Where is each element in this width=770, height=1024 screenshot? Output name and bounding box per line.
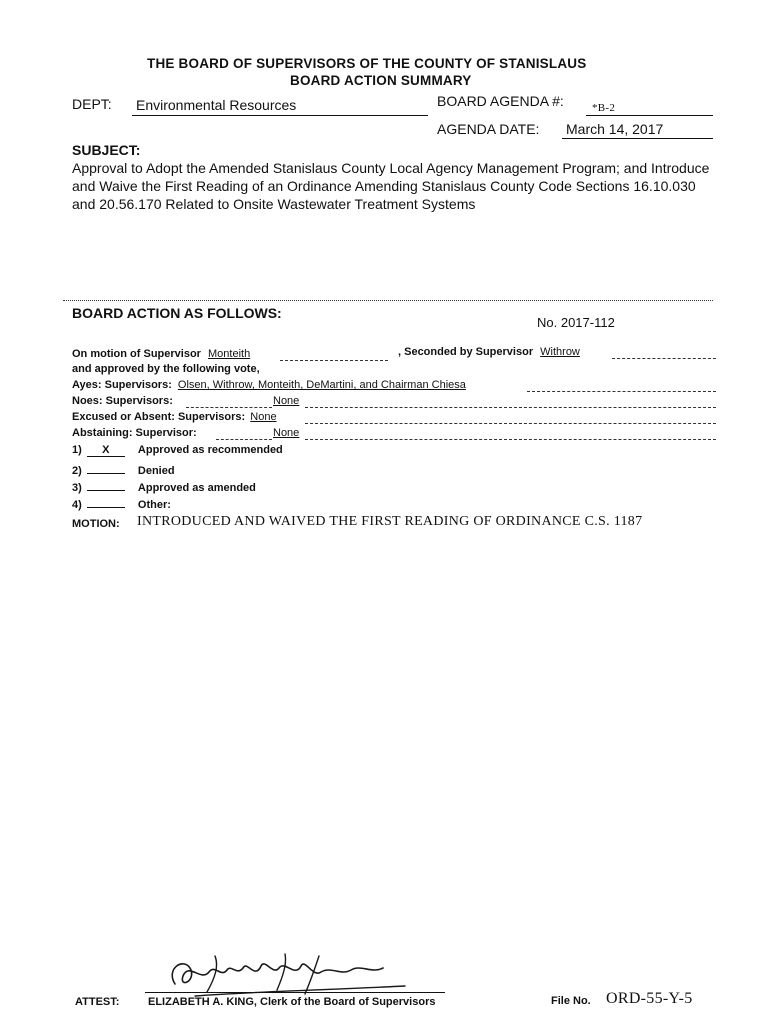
attest-label: ATTEST:	[75, 996, 120, 1008]
excused-dash	[305, 423, 716, 424]
option-label: Approved as amended	[137, 482, 256, 494]
option-number: 3)	[72, 482, 82, 494]
excused-line	[72, 411, 277, 423]
motion-text-label: MOTION:	[72, 518, 120, 530]
subject-text: Approval to Adopt the Amended Stanislaus County Local Agency Management Program; and Introduce and Waive the First Reading of an Ordinance Amending Stanislaus County Code Sections 16.10.030 and 20.56.170 Related to Onsite Wastewater Treatment Systems	[72, 160, 710, 212]
motion-text: INTRODUCED AND WAIVED THE FIRST READING OF ORDINANCE C.S. 1187	[137, 514, 643, 529]
option-number: 2)	[72, 465, 82, 477]
file-number-value: ORD-55-Y-5	[606, 990, 693, 1007]
option-row	[72, 461, 175, 477]
option-label: Approved as recommended	[137, 444, 283, 456]
file-number-label: File No.	[551, 995, 591, 1007]
excused-label: Excused or Absent: Supervisors:	[72, 411, 246, 423]
agenda-date-value	[562, 121, 713, 139]
motion-label: On motion of Supervisor	[72, 348, 201, 360]
ayes-dash	[527, 391, 716, 392]
subject-label: SUBJECT:	[72, 142, 141, 158]
ayes-line	[72, 379, 466, 391]
summary-title: BOARD ACTION SUMMARY	[290, 73, 472, 88]
motion-dash	[280, 360, 388, 361]
board-title: THE BOARD OF SUPERVISORS OF THE COUNTY OF STANISLAUS	[147, 56, 587, 71]
abstaining-line	[72, 427, 197, 439]
motion-line	[72, 348, 250, 360]
signature-line	[145, 992, 445, 993]
noes-value: None	[273, 395, 300, 407]
motion-by: Monteith	[208, 348, 251, 360]
noes-dash-pre	[186, 407, 272, 408]
option-mark	[87, 478, 125, 491]
option-mark	[87, 461, 125, 474]
dept-value	[132, 97, 428, 116]
ayes-value: Olsen, Withrow, Monteith, DeMartini, and Chairman Chiesa	[177, 379, 466, 391]
noes-dash	[305, 407, 716, 408]
section-divider	[63, 300, 713, 301]
option-mark	[87, 495, 125, 508]
agenda-date-label: AGENDA DATE:	[437, 121, 540, 137]
option-row	[72, 495, 171, 511]
option-row	[72, 478, 256, 494]
seconded-dash	[612, 358, 716, 359]
noes-label: Noes: Supervisors:	[72, 395, 173, 407]
noes-value-wrap	[273, 395, 299, 407]
agenda-number-text: *B-2	[592, 102, 616, 114]
abstaining-dash	[305, 439, 716, 440]
dept-value-text: Environmental Resources	[136, 97, 297, 113]
option-label: Other:	[137, 499, 171, 511]
option-mark: X	[87, 444, 125, 457]
abstaining-dash-pre	[216, 439, 272, 440]
dept-label: DEPT:	[72, 96, 112, 112]
option-number: 1)	[72, 444, 82, 456]
ayes-label: Ayes: Supervisors:	[72, 379, 172, 391]
agenda-date-text: March 14, 2017	[566, 121, 664, 137]
seconded-by: Withrow	[540, 346, 580, 358]
abstaining-label: Abstaining: Supervisor:	[72, 427, 197, 439]
option-label: Denied	[137, 465, 175, 477]
abstaining-value-wrap	[273, 427, 299, 439]
agenda-number-value	[586, 98, 713, 116]
excused-value: None	[250, 411, 277, 423]
seconded-label: , Seconded by Supervisor	[398, 346, 534, 358]
action-number: No. 2017-112	[537, 315, 615, 330]
option-row	[72, 444, 283, 457]
agenda-number-label: BOARD AGENDA #:	[437, 93, 564, 109]
option-number: 4)	[72, 499, 82, 511]
noes-line	[72, 395, 173, 407]
abstaining-value: None	[273, 427, 300, 439]
approved-vote-line: and approved by the following vote,	[72, 363, 260, 375]
board-action-heading: BOARD ACTION AS FOLLOWS:	[72, 305, 282, 321]
attest-signer: ELIZABETH A. KING, Clerk of the Board of Supervisors	[148, 996, 436, 1008]
seconded-line	[398, 346, 580, 358]
